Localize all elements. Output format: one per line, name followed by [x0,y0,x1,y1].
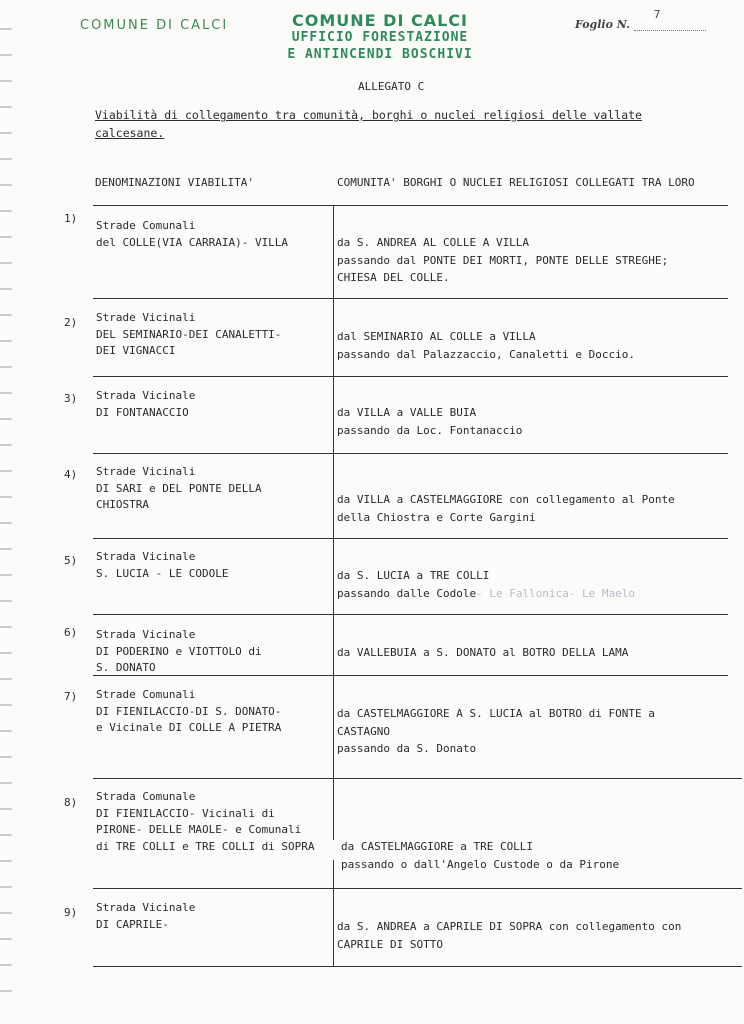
table-rule [93,778,742,779]
binding-hole [0,860,12,862]
row-number: 7) [64,690,78,703]
table-rule [93,966,742,967]
binding-hole [0,782,12,784]
binding-hole [0,626,12,628]
communities-text: da VILLA a VALLE BUIA passando da Loc. Fontanaccio [337,406,523,437]
row-number: 9) [64,906,78,919]
road-name: Strade Comunali del COLLE(VIA CARRAIA)- VILLA [96,219,289,249]
road-name: Strade Vicinali DI SARI e DEL PONTE DELLA CHIOSTRA [96,465,262,511]
binding-hole [0,184,12,186]
road-name: Strada Comunale DI FIENILACCIO- Vicinali di PIRONE- DELLE MAOLE- e Comunali di TRE COLLI e TRE COLLI di SOPRA [96,790,315,853]
binding-hole [0,964,12,966]
table-rule [93,298,728,299]
binding-hole [0,600,12,602]
connected-communities [337,491,675,526]
binding-hole [0,132,12,134]
connected-communities [341,838,619,873]
header-municipality: COMUNE DI CALCI [80,18,229,33]
document-title: Viabilità di collegamento tra comunità, borghi o nuclei religiosi delle vallate calcesane. [95,108,642,140]
binding-hole [0,912,12,914]
connected-communities [337,918,681,953]
road-name: Strade Vicinali DEL SEMINARIO-DEI CANALETTI- DEI VIGNACCI [96,311,282,357]
stamp-line-3: E ANTINCENDI BOSCHIVI [287,47,473,62]
connected-communities [337,567,635,602]
row-number: 2) [64,316,78,329]
binding-hole [0,678,12,680]
column-divider [333,205,334,840]
communities-text: da S. LUCIA a TRE COLLI passando dalle Codole [337,569,490,600]
road-name: Strada Vicinale DI PODERINO e VIOTTOLO di S. DONATO [96,628,262,674]
column-divider [333,860,334,966]
row-number: 3) [64,392,78,405]
binding-hole [0,756,12,758]
binding-hole [0,236,12,238]
communities-text: da S. ANDREA AL COLLE A VILLA passando dal PONTE DEI MORTI, PONTE DELLE STREGHE; CHIESA DEL COLLE. [337,236,669,284]
communities-text: da S. ANDREA a CAPRILE DI SOPRA con collegamento con CAPRILE DI SOTTO [337,920,682,951]
binding-hole [0,366,12,368]
table-rule [93,614,728,615]
row-number: 6) [64,626,78,639]
binding-hole [0,574,12,576]
communities-text: da VILLA a CASTELMAGGIORE con collegamento al Ponte della Chiostra e Corte Gargini [337,493,675,524]
row-number: 5) [64,554,78,567]
binding-hole [0,210,12,212]
binding-hole [0,262,12,264]
binding-hole [0,652,12,654]
binding-hole [0,158,12,160]
sheet-label: Foglio N. [575,18,630,31]
binding-hole [0,522,12,524]
row-number: 8) [64,796,78,809]
binding-hole [0,938,12,940]
binding-hole [0,470,12,472]
binding-hole [0,704,12,706]
table-rule [93,888,742,889]
binding-hole [0,834,12,836]
binding-hole [0,548,12,550]
communities-text: dal SEMINARIO AL COLLE a VILLA passando dal Palazzaccio, Canaletti e Doccio. [337,330,636,361]
connected-communities [337,705,655,758]
faded-text: - Le Fallonica- Le Maelo [476,586,636,600]
binding-hole [0,496,12,498]
connected-communities [337,644,628,662]
binding-hole [0,314,12,316]
binding-hole [0,990,12,992]
stamp-line-2: UFFICIO FORESTAZIONE [291,30,469,45]
road-name: Strade Comunali DI FIENILACCIO-DI S. DONATO- e Vicinale DI COLLE A PIETRA [96,688,282,734]
binding-holes [0,0,22,1024]
binding-hole [0,340,12,342]
road-name: Strada Vicinale DI CAPRILE- [96,901,196,931]
binding-hole [0,80,12,82]
binding-hole [0,54,12,56]
binding-hole [0,808,12,810]
sheet-number-value: 7 [653,8,661,21]
binding-hole [0,392,12,394]
binding-hole [0,28,12,30]
binding-hole [0,288,12,290]
stamp-line-1: COMUNE DI CALCI [292,11,468,30]
binding-hole [0,444,12,446]
communities-text: da CASTELMAGGIORE a TRE COLLI passando o dall'Angelo Custode o da Pirone [341,840,620,871]
table-rule [93,538,728,539]
binding-hole [0,106,12,108]
connected-communities [337,328,635,363]
binding-hole [0,730,12,732]
row-number: 1) [64,212,78,225]
connected-communities [337,404,522,439]
road-name: Strada Vicinale S. LUCIA - LE CODOLE [96,550,229,580]
table-rule [93,205,728,206]
binding-hole [0,418,12,420]
column-header-roads: DENOMINAZIONI VIABILITA' [95,176,254,189]
communities-text: da VALLEBUIA a S. DONATO al BOTRO DELLA LAMA [337,646,629,659]
row-number: 4) [64,468,78,481]
column-header-communities: COMUNITA' BORGHI O NUCLEI RELIGIOSI COLLEGATI TRA LORO [337,176,695,189]
binding-hole [0,886,12,888]
connected-communities [337,234,668,287]
table-rule [93,376,728,377]
table-rule [93,453,728,454]
sheet-number [575,8,706,31]
office-stamp [255,12,505,63]
communities-text: da CASTELMAGGIORE A S. LUCIA al BOTRO di FONTE a CASTAGNO passando da S. Donato [337,707,655,755]
road-name: Strada Vicinale DI FONTANACCIO [96,389,196,419]
attachment-label: ALLEGATO C [358,80,425,93]
